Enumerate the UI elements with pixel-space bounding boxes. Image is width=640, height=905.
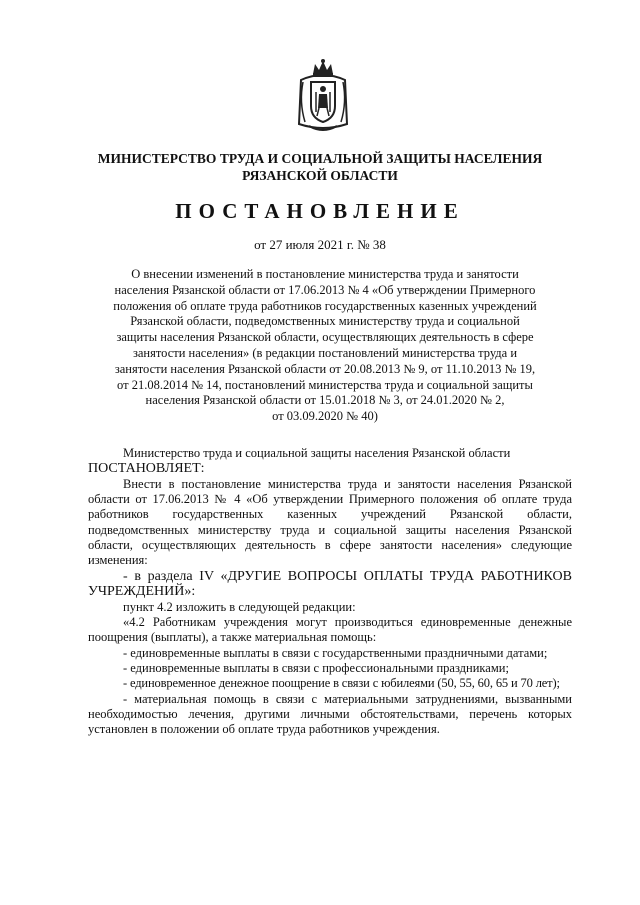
subject-line: Рязанской области, подведомственных министерству труда и социальной — [130, 314, 520, 329]
ministry-name-line2: РЯЗАНСКОЙ ОБЛАСТИ — [242, 168, 398, 183]
ministry-name — [60, 150, 580, 184]
body-paragraph: Министерство труда и социальной защиты населения Рязанской области — [123, 446, 511, 460]
body-paragraph: - единовременные выплаты в связи с профессиональными праздниками; — [123, 661, 509, 676]
resolves-heading: ПОСТАНОВЛЯЕТ: — [88, 461, 205, 477]
document-date-number: от 27 июля 2021 г. № 38 — [254, 237, 386, 252]
subject-line: положения об оплате труда работников государственных казенных учреждений — [113, 298, 537, 313]
document-type-title: ПОСТАНОВЛЕНИЕ — [175, 199, 465, 223]
document-body — [88, 446, 572, 738]
document-subject — [95, 267, 555, 425]
body-paragraph: - в раздела IV «ДРУГИЕ ВОПРОСЫ ОПЛАТЫ ТРУДА РАБОТНИКОВ УЧРЕЖДЕНИЙ»: — [88, 568, 572, 600]
body-paragraph: «4.2 Работникам учреждения могут производиться единовременные денежные поощрения (выплаты), а также материальная помощь: — [88, 615, 572, 645]
subject-line: населения Рязанской области от 15.01.2018 № 3, от 24.01.2020 № 2, — [145, 393, 505, 408]
subject-line: от 03.09.2020 № 40) — [272, 409, 378, 424]
subject-line: населения Рязанской области от 17.06.2013 № 4 «Об утверждении Примерного — [114, 282, 536, 297]
subject-line: защиты населения Рязанской области, осуществляющих деятельность в сфере — [116, 330, 534, 345]
subject-line: занятости населения» (в редакции постановлений министерства труда и — [132, 345, 518, 360]
body-paragraph: Внести в постановление министерства труда и занятости населения Рязанской области от 17.06.2013 № 4 «Об утверждении Примерного положения об оплате труда работников государственных казенных учреждений Рязанской области, подведомственных министерству труда и социальной защиты населения Рязанской области, осуществляющих деятельность в сфере занятости населения» следующие изменения: — [88, 476, 572, 568]
subject-line: О внесении изменений в постановление министерства труда и занятости — [131, 267, 519, 281]
body-paragraph: пункт 4.2 изложить в следующей редакции: — [123, 599, 356, 614]
subject-line: занятости населения Рязанской области от 20.08.2013 № 9, от 11.10.2013 № 19, — [114, 361, 536, 376]
body-paragraph: - единовременное денежное поощрение в связи с юбилеями (50, 55, 60, 65 и 70 лет); — [123, 676, 560, 691]
body-paragraph: - материальная помощь в связи с материальными затруднениями, вызванными необходимостью лечения, другими личными обстоятельствами, перечень которых установлен в положении об оплате труда работников учреждения. — [88, 691, 572, 737]
body-paragraph: - единовременные выплаты в связи с государственными праздничными датами; — [123, 645, 548, 660]
ministry-name-line1: МИНИСТЕРСТВО ТРУДА И СОЦИАЛЬНОЙ ЗАЩИТЫ НАСЕЛЕНИЯ — [97, 151, 543, 166]
subject-line: от 21.08.2014 № 14, постановлений министерства труда и социальной защиты — [117, 377, 533, 392]
coat-of-arms-icon — [295, 58, 351, 136]
